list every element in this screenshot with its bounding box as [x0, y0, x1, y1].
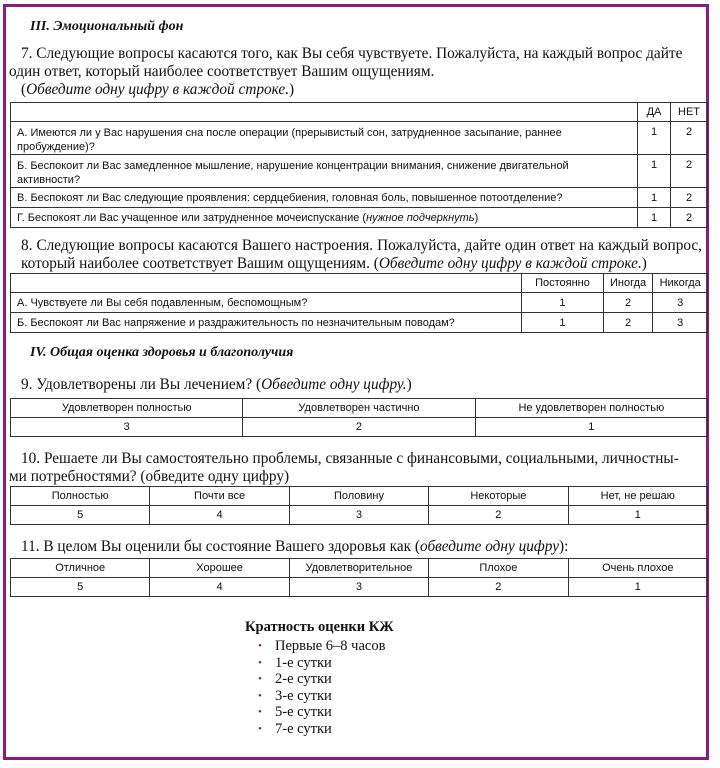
question-11-end: ):	[559, 538, 569, 555]
column-header-sometimes: Иногда	[603, 274, 653, 293]
question-7-text	[9, 45, 702, 99]
table-row	[11, 188, 708, 208]
answer-always[interactable]: 1	[522, 293, 604, 313]
table-row	[11, 155, 708, 188]
answer-option[interactable]: 1	[568, 506, 707, 525]
bullet-icon: •	[258, 673, 262, 685]
answer-option[interactable]: 2	[243, 418, 475, 437]
row-label: Б. Беспокоят ли Вас напряжение и раздражительность по незначительным поводам?	[11, 313, 522, 333]
table-row	[11, 418, 708, 437]
question-8-table	[10, 273, 708, 333]
column-header-not-satisfied: Не удовлетворен полностью	[475, 399, 707, 418]
answer-no[interactable]: 2	[671, 208, 708, 228]
section-title-emotional: III. Эмоциональный фон	[30, 19, 184, 34]
assessment-list	[258, 638, 385, 737]
answer-option[interactable]: 3	[289, 506, 428, 525]
column-header-always: Постоянно	[522, 274, 604, 293]
row-label-suffix: )	[474, 211, 479, 224]
instruction-text: обведите одну цифру	[420, 538, 560, 555]
question-7-line2: один ответ, который наиболее соответствует Вашим ощущениям.	[9, 63, 435, 80]
question-9-paragraph: 9. Удовлетворены ли Вы лечением? (Обведите одну цифру.)	[21, 376, 412, 393]
table-header-empty	[11, 103, 638, 122]
column-header-partially-satisfied: Удовлетворен частично	[243, 399, 475, 418]
list-item	[258, 688, 385, 705]
column-header-no: НЕТ	[671, 103, 708, 122]
question-11-body: 11. В целом Вы оценили бы состояние Вашего здоровья как (	[21, 538, 420, 555]
answer-always[interactable]: 1	[522, 313, 604, 333]
column-header-poor: Плохое	[429, 559, 568, 578]
answer-option[interactable]: 4	[150, 578, 289, 597]
bullet-icon: •	[258, 689, 262, 702]
answer-sometimes[interactable]: 2	[603, 293, 653, 313]
row-label-text: Г. Беспокоят ли Вас учащенное или затрудненное мочеиспускание (	[17, 211, 367, 224]
list-item-text: 3-е сутки	[275, 687, 332, 704]
question-7-table	[10, 102, 708, 228]
bullet-icon: •	[258, 656, 262, 669]
table-row	[11, 313, 708, 333]
answer-option[interactable]: 2	[429, 506, 568, 525]
answer-option[interactable]: 3	[11, 418, 243, 437]
answer-no[interactable]: 2	[671, 188, 708, 208]
list-item-text: 1-е сутки	[275, 654, 332, 671]
column-header-satisfactory: Удовлетворительное	[289, 559, 428, 578]
section-title-health: IV. Общая оценка здоровья и благополучия	[30, 345, 294, 360]
column-header-never: Никогда	[653, 274, 708, 293]
column-header-good: Хорошее	[150, 559, 289, 578]
question-11-table	[10, 558, 708, 597]
table-row	[11, 506, 708, 525]
question-8-paragraph: 8. Следующие вопросы касаются Вашего настроения. Пожалуйста, дайте один ответ на каждый вопрос, который наиболее соответствует Вашим ощущениям. (Обведите одну цифру в каждой строке.)	[21, 237, 702, 272]
question-7-instruction: (Обведите одну цифру в каждой строке.)	[21, 81, 295, 98]
answer-never[interactable]: 3	[653, 313, 708, 333]
question-9-text	[9, 376, 702, 394]
answer-option[interactable]: 1	[475, 418, 707, 437]
answer-option[interactable]: 5	[11, 578, 150, 597]
bullet-icon: •	[258, 722, 262, 735]
answer-option[interactable]: 4	[150, 506, 289, 525]
table-row	[11, 293, 708, 313]
question-8-text	[9, 237, 702, 273]
question-11-paragraph	[9, 538, 702, 556]
row-label: А. Чувствуете ли Вы себя подавленным, беспомощным?	[11, 293, 522, 313]
answer-yes[interactable]: 1	[638, 208, 671, 228]
question-10-table	[10, 486, 708, 525]
table-header-empty	[11, 274, 522, 293]
list-item-text: 7-е сутки	[275, 720, 332, 737]
question-9-body: 9. Удовлетворены ли Вы лечением?	[21, 376, 253, 393]
table-row	[11, 208, 708, 228]
list-item-text: 5-е сутки	[275, 704, 332, 720]
list-item-text: 2-е сутки	[275, 671, 332, 687]
list-item-text: Первые 6–8 часов	[275, 638, 386, 654]
row-label: В. Беспокоят ли Вас следующие проявления: сердцебиения, головная боль, повышенное потоотделение?	[11, 188, 638, 208]
answer-sometimes[interactable]: 2	[603, 313, 653, 333]
answer-option[interactable]: 3	[289, 578, 428, 597]
column-header-almost-all: Почти все	[150, 487, 289, 506]
list-item	[258, 704, 385, 721]
answer-yes[interactable]: 1	[638, 122, 671, 155]
column-header-none: Нет, не решаю	[568, 487, 707, 506]
answer-no[interactable]: 2	[671, 122, 708, 155]
list-item	[258, 721, 385, 738]
answer-never[interactable]: 3	[653, 293, 708, 313]
assessment-title: Кратность оценки КЖ	[245, 619, 394, 635]
answer-no[interactable]: 2	[671, 155, 708, 188]
question-10-text	[9, 450, 702, 486]
bullet-icon: •	[258, 640, 262, 652]
answer-option[interactable]: 5	[11, 506, 150, 525]
question-8-body: 8. Следующие вопросы касаются Вашего настроения. Пожалуйста, дайте один ответ на каждый вопрос, который наиболее соответствует Вашим ощущениям.	[21, 237, 702, 272]
row-label	[11, 208, 638, 228]
column-header-very-poor: Очень плохое	[568, 559, 707, 578]
answer-option[interactable]: 1	[568, 578, 707, 597]
question-10-line2: ми потребностями? (обведите одну цифру)	[9, 468, 290, 485]
answer-yes[interactable]: 1	[638, 155, 671, 188]
bullet-icon: •	[258, 706, 262, 718]
list-item	[258, 655, 385, 672]
list-item	[258, 671, 385, 688]
question-9-table	[10, 398, 708, 437]
table-row	[11, 578, 708, 597]
table-row	[11, 122, 708, 155]
column-header-fully: Полностью	[11, 487, 150, 506]
instruction-text: Обведите одну цифру.	[261, 376, 407, 393]
answer-yes[interactable]: 1	[638, 188, 671, 208]
instruction-text: Обведите одну цифру в каждой строке.	[26, 81, 290, 98]
column-header-excellent: Отличное	[11, 559, 150, 578]
question-7-line1: 7. Следующие вопросы касаются того, как Вы себя чувствуете. Пожалуйста, на каждый вопрос дайте	[21, 45, 683, 62]
question-11-text	[9, 538, 702, 556]
row-label-italic: нужное подчеркнуть	[366, 211, 475, 224]
row-label: А. Имеются ли у Вас нарушения сна после операции (прерывистый сон, затрудненное засыпание, раннее пробуждение)?	[11, 122, 638, 155]
answer-option[interactable]: 2	[429, 578, 568, 597]
instruction-text: Обведите одну цифру в каждой строке.	[378, 255, 642, 272]
column-header-half: Половину	[289, 487, 428, 506]
question-10-line1: 10. Решаете ли Вы самостоятельно проблемы, связанные с финансовыми, социальными, личностны-	[21, 450, 679, 467]
list-item	[258, 638, 385, 655]
column-header-some: Некоторые	[429, 487, 568, 506]
row-label: Б. Беспокоит ли Вас замедленное мышление, нарушение концентрации внимания, снижение двигательной активности?	[11, 155, 638, 188]
column-header-fully-satisfied: Удовлетворен полностью	[11, 399, 243, 418]
column-header-yes: ДА	[638, 103, 671, 122]
